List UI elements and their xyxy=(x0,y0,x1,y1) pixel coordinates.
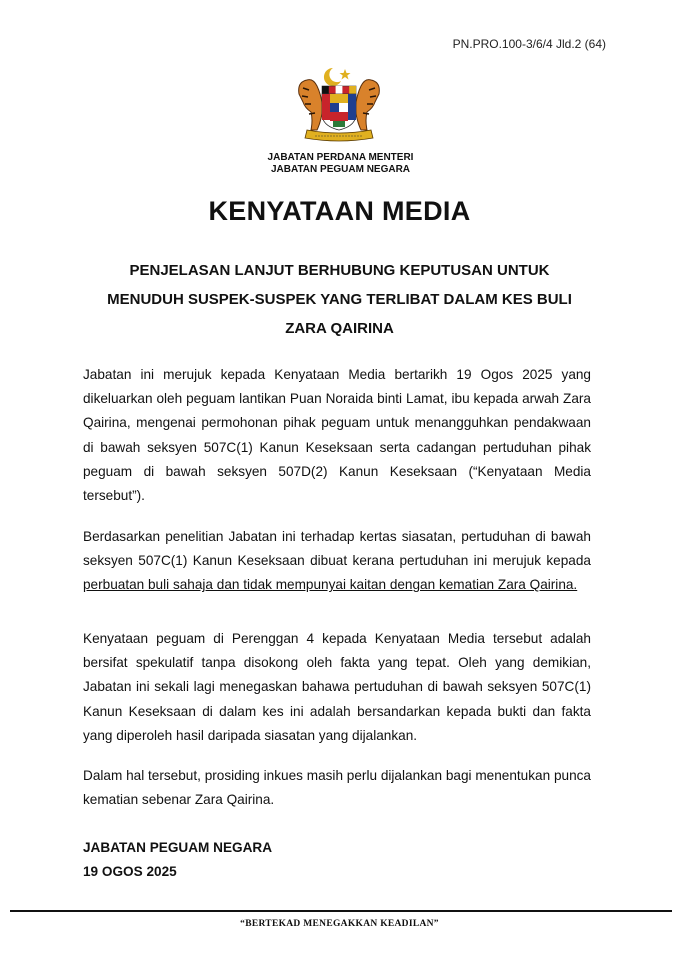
paragraph-3: Kenyataan peguam di Perenggan 4 kepada Kenyataan Media tersebut adalah bersifat spekulatif tanpa disokong oleh fakta yang tepat. Oleh yang demikian, Jabatan ini sekali lagi menegaskan bahawa pertuduhan di bawah seksyen 507C(1) Kanun Keseksaan di dalam kes ini adalah bersandarkan kepada bukti dan fakta yang diperoleh hasil daripada siasatan yang dijalankan. xyxy=(83,631,591,743)
reference-number: PN.PRO.100-3/6/4 Jld.2 (64) xyxy=(452,37,606,51)
paragraph-2-underlined-text: perbuatan buli sahaja dan tidak mempunyai kaitan dengan kematian Zara Qairina. xyxy=(83,577,578,593)
department-header xyxy=(0,152,679,176)
paragraph-2-text: Berdasarkan penelitian Jabatan ini terhadap kertas siasatan, pertuduhan di bawah seksyen 507C(1) Kanun Keseksaan dibuat kerana pertuduhan ini merujuk kepada xyxy=(83,529,591,569)
department-line-1: JABATAN PERDANA MENTERI xyxy=(267,152,414,163)
footer-divider xyxy=(10,910,672,912)
paragraph-1: Jabatan ini merujuk kepada Kenyataan Media bertarikh 19 Ogos 2025 yang dikeluarkan oleh peguam lantikan Puan Noraida binti Lamat, ibu kepada arwah Zara Qairina, mengenai permohonan pihak peguam untuk menangguhkan pendakwaan di bawah seksyen 507C(1) Kanun Keseksaan serta cadangan pertuduhan pihak peguam di bawah seksyen 507D(2) Kanun Keseksaan (“Kenyataan Media tersebut”). xyxy=(83,367,591,504)
document-subtitle xyxy=(60,256,619,343)
footer-motto: “BERTEKAD MENEGAKKAN KEADILAN” xyxy=(240,919,439,929)
malaysia-coat-of-arms-icon xyxy=(293,64,385,144)
paragraph-4: Dalam hal tersebut, prosiding inkues masih perlu dijalankan bagi menentukan punca kematian sebenar Zara Qairina. xyxy=(83,768,591,808)
signature-date: 19 OGOS 2025 xyxy=(83,864,177,879)
document-title: KENYATAAN MEDIA xyxy=(208,196,471,226)
paragraph-2 xyxy=(83,525,591,598)
signature-block xyxy=(83,836,272,884)
department-line-2: JABATAN PEGUAM NEGARA xyxy=(270,164,411,175)
subtitle-line-3: ZARA QAIRINA xyxy=(285,320,394,337)
signature-org: JABATAN PEGUAM NEGARA xyxy=(83,840,273,855)
subtitle-line-1: PENJELASAN LANJUT BERHUBUNG KEPUTUSAN UNTUK xyxy=(129,262,550,279)
subtitle-line-2: MENUDUH SUSPEK-SUSPEK YANG TERLIBAT DALAM KES BULI xyxy=(107,291,572,308)
